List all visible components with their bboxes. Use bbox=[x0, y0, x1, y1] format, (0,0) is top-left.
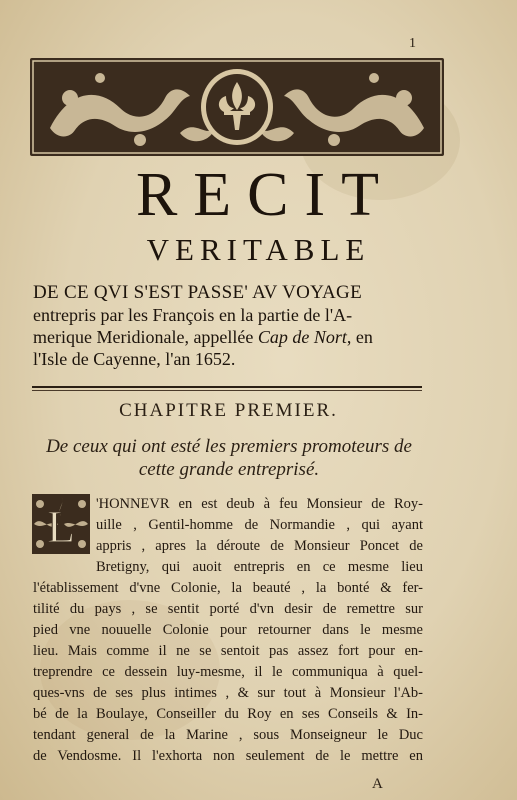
body-line: lieu. Mais comme il ne se sentoit pas assez fort pour en- bbox=[33, 643, 423, 659]
subtitle-place-italic: Cap de Nort bbox=[257, 327, 347, 347]
divider-rule-thin bbox=[32, 390, 422, 391]
secondary-title: VERITABLE bbox=[146, 232, 371, 267]
body-line: uille , Gentil-homme de Normandie , qui ayant bbox=[96, 517, 423, 533]
signature-mark: A bbox=[372, 776, 383, 792]
subtitle-part: merique Meridionale, appellée bbox=[33, 327, 258, 347]
body-line: Bretigny, qui auoit entrepris en ce mesme lieu bbox=[96, 559, 423, 575]
subtitle-part: , en bbox=[346, 327, 373, 347]
body-line: pied vne nouuelle Colonie pour retourner dans le mesme bbox=[33, 622, 423, 638]
body-line: tendant general de la Marine , sous Monseigneur le Duc bbox=[33, 727, 423, 743]
subtitle-part: l'Isle de Cayenne, l'an 1652. bbox=[33, 349, 236, 369]
chapter-title: De ceux qui ont esté les premiers promoteurs de cette grande entreprisé. bbox=[46, 436, 412, 480]
body-line: de Vendosme. Il l'exhorta non seulement de le mettre en bbox=[33, 748, 423, 764]
body-line: 'HONNEVR en est deub à feu Monsieur de Roy- bbox=[96, 496, 423, 512]
main-title: RECIT bbox=[135, 161, 396, 229]
body-line: tilité du pays , se sentit porté d'vn desir de remettre sur bbox=[33, 601, 423, 617]
subtitle-line-1: DE CE QVI S'EST PASSE' AV VOYAGE bbox=[33, 282, 362, 303]
body-line: l'établissement d'vne Colonie, la beauté , la bonté & fer- bbox=[33, 580, 423, 596]
body-line: ques-vns de ses plus intimes , & sur tout à Monsieur l'Ab- bbox=[33, 685, 423, 701]
body-line: treprendre ce dessein luy-mesme, il le communiqua à quel- bbox=[33, 664, 423, 680]
subtitle-part: entrepris par les François en la partie de l'A- bbox=[33, 305, 353, 325]
subtitle bbox=[33, 282, 423, 370]
fleur-de-lis-ornament-icon bbox=[30, 58, 444, 156]
body-line: bé de la Boulaye, Conseiller du Roy en ses Conseils & In- bbox=[33, 706, 423, 722]
body-line: appris , apres la déroute de Monsieur Poncet de bbox=[96, 538, 423, 554]
page-number: 1 bbox=[409, 36, 416, 51]
dropcap-letter: L bbox=[46, 501, 76, 552]
divider-rule bbox=[32, 386, 422, 388]
subtitle-body bbox=[33, 304, 423, 370]
body-text bbox=[33, 494, 423, 767]
chapter-heading: CHAPITRE PREMIER. bbox=[119, 400, 338, 421]
